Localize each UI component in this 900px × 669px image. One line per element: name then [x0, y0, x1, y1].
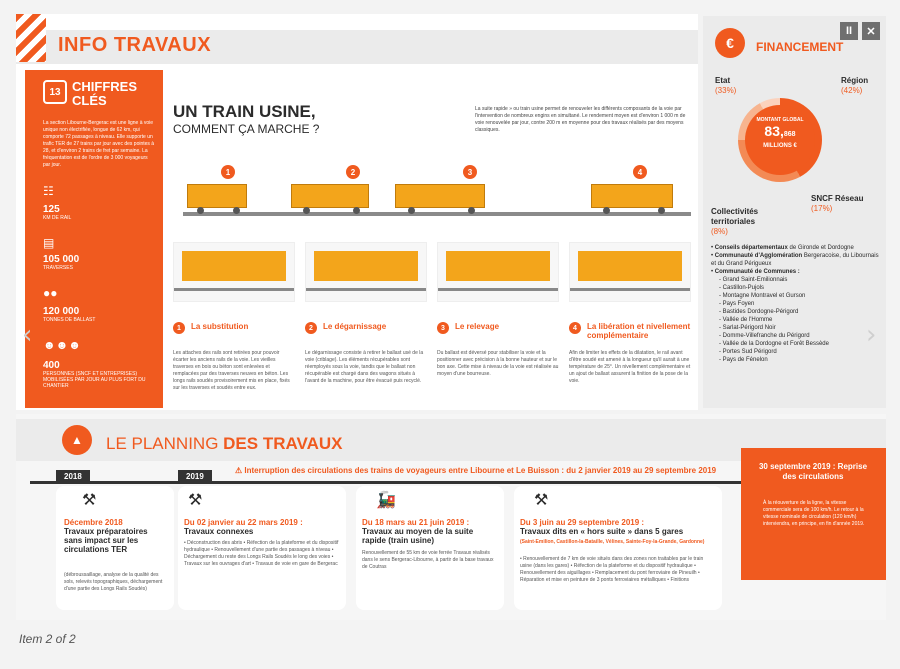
stat-ballast	[43, 306, 95, 323]
warning-icon: ⚠	[235, 466, 243, 475]
train-wagon	[395, 184, 485, 208]
step-title: La libération et nivellement complémentaire	[587, 322, 691, 340]
card-title	[520, 518, 716, 547]
stat-label: PERSONNES (SNCF ET ENTREPRISES) MOBILISÉES PAR JOUR AU PLUS FORT DU CHANTIER	[43, 371, 146, 389]
year-badge-2019: 2019	[178, 470, 212, 483]
commune-item: - Castillon-Pujols	[719, 285, 765, 291]
card-text: Renouvellement de 55 km de voie ferrée Travaux réalisés dans le sens Bergerac-Libourne, à partir de la base travaux de Coutras	[362, 550, 494, 570]
scene-liberation	[569, 242, 691, 302]
commune-item: - Pays Foyen	[719, 301, 755, 307]
workers-icon: ☻☻☻	[43, 338, 81, 352]
reprise-title: 30 septembre 2019 : Reprise des circulations	[758, 462, 868, 481]
step-number: 3	[437, 322, 449, 334]
step-title: La substitution	[191, 322, 249, 331]
card-text: (débroussaillage, analyse de la qualité des sols, relevés topographiques, déchargement d'une partie des Longs Rails Soudés)	[64, 572, 163, 592]
commune-name: Pays Foyen	[722, 301, 755, 307]
stat-rail	[43, 204, 71, 221]
card-date: Du 18 mars au 21 juin 2019 :	[362, 518, 470, 527]
list-item: • Conseils départementaux de Gironde et Dordogne	[711, 245, 854, 251]
card-text: • Renouvellement de 7 km de voie situés dans des zones non traitables par le train usine (dans les gares) • Réfection de la plateforme et du dispositif hydraulique • Renouvellement des aiguillages • Remplacement du pont ferroviaire de Pineuilh • Réparation et mise en peinture de 3 ponts ferroviaires métalliques • Finitions	[520, 556, 704, 583]
segment-pct: (33%)	[715, 86, 737, 95]
stat-label: KM DE RAIL	[43, 215, 72, 221]
wheel	[303, 207, 310, 214]
planning-title-bold: DES TRAVAUX	[223, 434, 343, 453]
list-item: • Communauté d'Agglomération Bergeracoise, du Libournais et du Grand Périgueux	[711, 253, 879, 267]
train-wagon	[591, 184, 673, 208]
workers-icon: ⚒	[188, 492, 203, 509]
close-icon[interactable]: ✕	[862, 22, 880, 40]
montant-value	[745, 123, 815, 143]
commune-item: - Vallée de l'Homme	[719, 317, 773, 323]
stage-number-4: 4	[633, 165, 647, 179]
list-item-rest: de Gironde et Dordogne	[787, 245, 854, 251]
wheel	[197, 207, 204, 214]
train-usine-section	[163, 70, 698, 408]
stat-value: 105 000	[43, 254, 80, 265]
commune-item: - Vallée de la Dordogne et Forêt Bessède	[719, 341, 829, 347]
rail-track	[183, 212, 691, 216]
timeline-line	[30, 481, 742, 484]
stat-personnes	[43, 360, 155, 389]
wheel	[603, 207, 610, 214]
planning-card-hors-suite	[514, 486, 722, 610]
commune-item: - Sarlat-Périgord Noir	[719, 325, 776, 331]
stage-number-3: 3	[463, 165, 477, 179]
card-title	[184, 518, 340, 536]
segment-name: Région	[841, 76, 869, 85]
scene-track	[570, 288, 690, 291]
segment-etat	[715, 76, 736, 96]
step-title: Le relevage	[455, 322, 500, 331]
list-item-bold: Conseils départementaux	[714, 245, 788, 251]
segment-name: Collectivités territoriales	[711, 207, 759, 226]
wheel	[353, 207, 360, 214]
planning-title-light: LE PLANNING	[106, 434, 224, 453]
train-usine-intro: La suite rapide » ou train usine permet de renouveler les différents composants de la voie par l'intervention de nombreux engins en simultané. Le rendement moyen est d'environ 1 000 m de voie renouvelée par jour, contre 200 m en moyenne pour des travaux réalisés par des moyens classiques.	[475, 106, 686, 133]
commune-name: Vallée de la Dordogne et Forêt Bessède	[722, 341, 829, 347]
card-subtitle: Travaux connexes	[184, 527, 254, 536]
card-subtitle: Travaux dits en « hors suite » dans 5 gares	[520, 527, 684, 536]
card-title	[362, 518, 498, 545]
step-number: 1	[173, 322, 185, 334]
planning-card-2018	[56, 486, 174, 610]
commune-name: Sarlat-Périgord Noir	[722, 325, 776, 331]
commune-item: - Pays de Fénelon	[719, 357, 768, 363]
scene-track	[306, 288, 426, 291]
item-counter: Item 2 of 2	[19, 632, 76, 646]
segment-sncf	[811, 194, 863, 214]
commune-name: Pays de Fénelon	[722, 357, 768, 363]
euro-icon: €	[715, 28, 745, 58]
machine-illustration	[314, 251, 418, 281]
machine-illustration	[578, 251, 682, 281]
step-number: 2	[305, 322, 317, 334]
pause-icon[interactable]: II	[840, 22, 858, 40]
interruption-warning	[235, 466, 716, 475]
commune-item: - Grand Saint-Emilionnais	[719, 277, 788, 283]
financement-title: FINANCEMENT	[756, 40, 844, 54]
financeurs-list	[711, 244, 881, 364]
commune-name: Bastides Dordogne-Périgord	[722, 309, 799, 315]
train-wagon	[187, 184, 247, 208]
commune-item: - Domme-Villefranche du Périgord	[719, 333, 810, 339]
segment-pct: (42%)	[841, 86, 863, 95]
scene-substitution	[173, 242, 295, 302]
planning-title	[106, 434, 342, 454]
commune-name: Domme-Villefranche du Périgord	[722, 333, 810, 339]
commune-name: Montagne Montravel et Gurson	[722, 293, 806, 299]
wheel	[408, 207, 415, 214]
donut-center	[745, 105, 815, 175]
list-item-bold: Communauté de Communes :	[714, 269, 800, 275]
segment-name: Etat	[715, 76, 731, 85]
train-icon: 🚂	[376, 492, 396, 509]
card-text: • Déconstruction des abris • Réfection de la plateforme et du dispositif hydraulique • Renouvellement d'une partie des passages à niveau • Déchargement du reste des Longs Rails Soudés le long des voies • Travaux sur les ouvrages d'art • Travaux de voie en gare de Bergerac	[184, 540, 339, 567]
segment-collectivites	[711, 207, 791, 237]
card-note: (Saint-Emilion, Castillon-la-Bataille, Vélines, Sainte-Foy-la-Grande, Gardonne)	[520, 539, 705, 545]
financement-panel	[703, 16, 886, 408]
scene-relevage	[437, 242, 559, 302]
ballast-icon: ●●	[43, 286, 58, 300]
stat-traverses	[43, 254, 79, 271]
train-wagon	[291, 184, 369, 208]
step-text: Afin de limiter les effets de la dilatation, le rail avant d'être soudé est amené à la longueur qu'il aurait à une température de 25°. Un nivellement complémentaire et un ajout de ballast assurent la finition de la pose de la voie.	[569, 350, 691, 384]
card-date: Du 3 juin au 29 septembre 2019 :	[520, 518, 645, 527]
train-usine-subtitle: COMMENT ÇA MARCHE ?	[173, 122, 320, 136]
stage-number-1: 1	[221, 165, 235, 179]
list-item-rest: Bergeracoise, du Libournais et du Grand Périgueux	[711, 253, 879, 267]
commune-item: - Montagne Montravel et Gurson	[719, 293, 806, 299]
machine-illustration	[182, 251, 286, 281]
commune-item: - Bastides Dordogne-Périgord	[719, 309, 799, 315]
stat-value: 400	[43, 360, 60, 371]
segment-name: SNCF Réseau	[811, 194, 864, 203]
stage-number-2: 2	[346, 165, 360, 179]
machine-illustration	[446, 251, 550, 281]
train-usine-title: UN TRAIN USINE,	[173, 102, 316, 121]
planning-card-connexes	[178, 486, 346, 610]
warning-text: Interruption des circulations des trains de voyageurs entre Libourne et Le Buisson : du 2 janvier 2019 au 29 septembre 2019	[244, 466, 717, 475]
reprise-text: À la réouverture de la ligne, la vitesse commerciale sera de 100 km/h. Le retour à la vitesse nominale de circulation (120 km/h) interviendra, en principe, en fin d'année 2019.	[763, 500, 865, 527]
commune-item: - Portes Sud Périgord	[719, 349, 777, 355]
stat-label: TONNES DE BALLAST	[43, 317, 96, 323]
chevron-right-icon[interactable]: ›	[866, 320, 877, 350]
segment-pct: (8%)	[711, 227, 728, 236]
stat-value: 120 000	[43, 306, 80, 317]
rail-icon: ☷	[43, 184, 54, 198]
list-item: • Communauté de Communes :	[711, 269, 800, 275]
chiffres-title-line2: CLÉS	[72, 93, 107, 108]
stat-label: TRAVERSES	[43, 265, 73, 271]
chiffres-title-line1: CHIFFRES	[72, 79, 137, 94]
card-title	[64, 518, 168, 554]
commune-name: Grand Saint-Emilionnais	[722, 277, 788, 283]
cone-icon: ▲	[62, 425, 92, 455]
scene-track	[174, 288, 294, 291]
step-title: Le dégarnissage	[323, 322, 387, 331]
worker-icon: ⚒	[534, 492, 549, 509]
card-date: Décembre 2018	[64, 518, 123, 527]
commune-name: Portes Sud Périgord	[722, 349, 777, 355]
card-date: Du 02 janvier au 22 mars 2019 :	[184, 518, 303, 527]
chiffres-description: La section Libourne-Bergerac est une ligne à voie unique non électrifiée, longue de 62 km, qui comporte 72 passages à niveau. Elle supporte un trafic TER de 27 trains par jour avec des pointes à 28, et d'environ 2 trains de fret par semaine. La fréquentation est de l'ordre de 3 000 voyageurs par jour.	[43, 120, 155, 168]
amount-unit: MILLIONS €	[763, 143, 797, 149]
card-subtitle: Travaux au moyen de la suite rapide (train usine)	[362, 527, 474, 545]
step-number: 4	[569, 322, 581, 334]
worker-icon: ⚒	[82, 492, 97, 509]
card-subtitle: Travaux préparatoires sans impact sur les circulations TER	[64, 527, 148, 554]
list-item-bold: Communauté d'Agglomération	[714, 253, 803, 259]
step-text: Les attaches des rails sont retirées pour pouvoir écarter les anciens rails de la voie. Les vieilles traverses en bois ou béton sont enlevées et remplacées par des traverses neuves en béton. Les longs rails soudés provisoirement mis en place, fixés sur les traverses et soudés entre eux.	[173, 350, 290, 391]
planning-card-suite-rapide	[356, 486, 504, 610]
commune-name: Vallée de l'Homme	[722, 317, 773, 323]
scene-track	[438, 288, 558, 291]
sleeper-icon: ▤	[43, 236, 55, 250]
info-title: INFO TRAVAUX	[58, 34, 212, 56]
year-badge-2018: 2018	[56, 470, 90, 483]
wheel	[233, 207, 240, 214]
scene-degarnissage	[305, 242, 427, 302]
chiffres-title	[72, 80, 137, 108]
wheel	[658, 207, 665, 214]
reprise-circulations-card	[741, 448, 886, 580]
wheel	[468, 207, 475, 214]
chevron-left-icon[interactable]: ‹	[22, 320, 33, 350]
chiffres-cles-column	[25, 70, 163, 408]
segment-region	[841, 76, 868, 96]
step-text: Le dégarnissage consiste à retirer le ballast usé de la voie (criblage). Les éléments récupérables sont réemployés sous la voie, tandis que le ballast non récupérable est chargé dans des wagons situés à l'avant de la machine, pour être évacué puis recyclé.	[305, 350, 424, 384]
chiffres-logo: 13	[43, 80, 67, 104]
stat-value: 125	[43, 204, 60, 215]
segment-pct: (17%)	[811, 204, 833, 213]
stripes-decoration	[16, 14, 46, 62]
amount-main: 83,	[764, 123, 784, 139]
commune-name: Castillon-Pujols	[722, 285, 765, 291]
amount-decimals: 868	[783, 131, 796, 138]
montant-global-label: MONTANT GLOBAL	[756, 117, 804, 123]
step-text: Du ballast est déversé pour stabiliser la voie et la positionner avec précision à la bonne hauteur et sur le bon axe. Cette mise à niveau de la voie est réalisée au moyen d'une bourreuse.	[437, 350, 559, 377]
